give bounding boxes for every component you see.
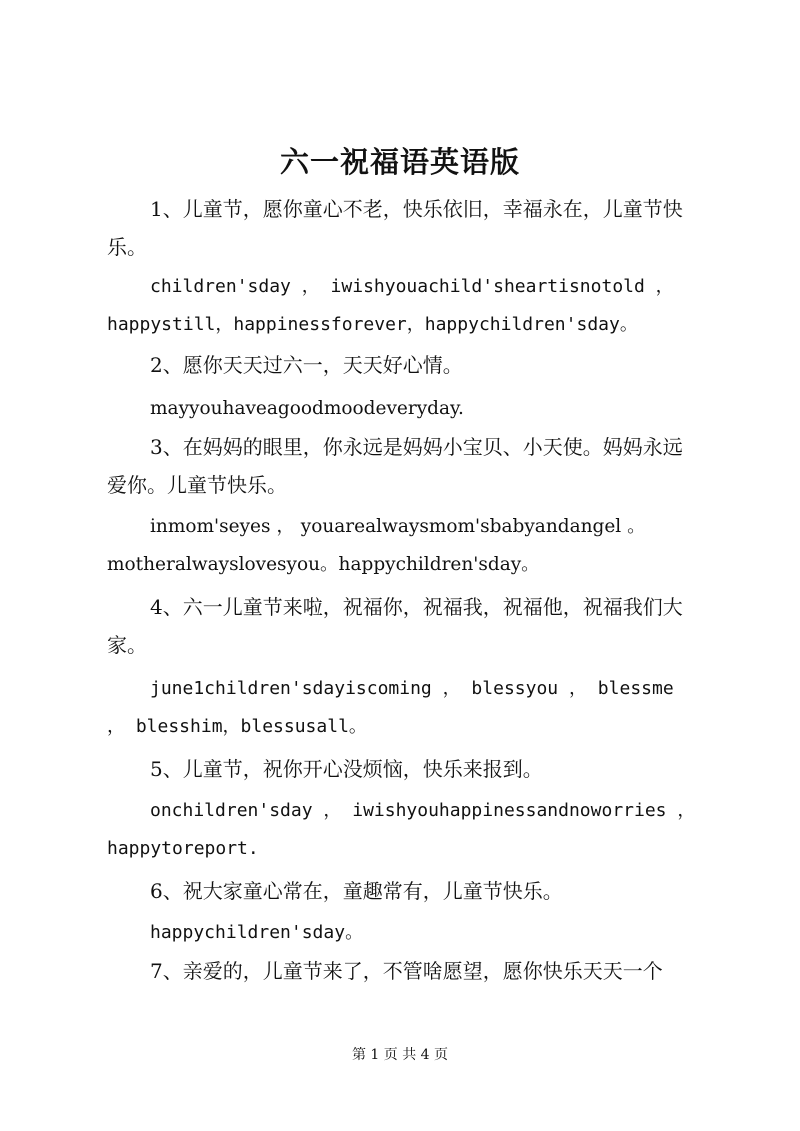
paragraph-1-en: children'sday ， iwishyouachild'sheartisnotold ， happystill，happinessforever，happychildren'sday。: [107, 276, 674, 335]
paragraph-1-zh: 1、儿童节，愿你童心不老，快乐依旧，幸福永在，儿童节快乐。: [107, 197, 683, 259]
paragraph-2-zh: 2、愿你天天过六一，天天好心情。: [150, 353, 463, 377]
paragraph-4-en: june1children'sdayiscoming ， blessyou ， blessme ， blesshim，blessusall。: [107, 678, 674, 737]
paragraph-5-en: onchildren'sday ， iwishyouhappinessandnoworries ， happytoreport.: [107, 800, 696, 859]
paragraph-5-zh: 5、儿童节，祝你开心没烦恼，快乐来报到。: [150, 757, 543, 781]
paragraph-6-zh: 6、祝大家童心常在，童趣常有，儿童节快乐。: [150, 879, 563, 903]
paragraph-3-zh: 3、在妈妈的眼里，你永远是妈妈小宝贝、小天使。妈妈永远爱你。儿童节快乐。: [107, 435, 683, 497]
document-title: 六一祝福语英语版: [279, 145, 520, 179]
page-number: 第 1 页 共 4 页: [351, 1047, 449, 1063]
paragraph-7-zh: 7、亲爱的，儿童节来了，不管啥愿望，愿你快乐天天一个: [150, 959, 663, 983]
paragraph-3-en: inmom'seyes ， youarealwaysmom'sbabyandangel 。 motheralwayslovesyou。happychildren'sday。: [107, 516, 646, 575]
paragraph-4-zh: 4、六一儿童节来啦，祝福你，祝福我，祝福他，祝福我们大家。: [107, 595, 683, 657]
paragraph-2-en: mayyouhaveagoodmoodeveryday.: [150, 398, 464, 419]
paragraph-6-en: happychildren'sday。: [150, 922, 364, 943]
